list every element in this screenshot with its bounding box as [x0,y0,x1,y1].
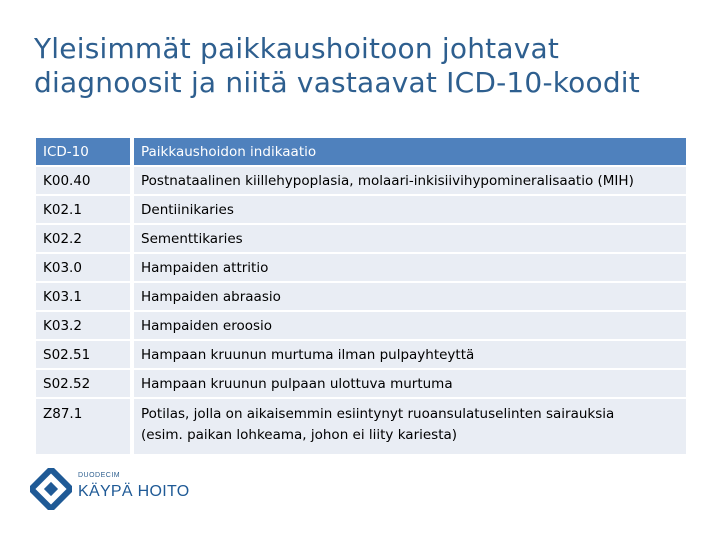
table-row [36,196,686,223]
header-icd-code: ICD-10 [36,138,134,165]
title-line-1: Yleisimmät paikkaushoitoon johtavat [34,32,560,65]
icd-code-cell: K02.1 [36,196,134,223]
icd-code-cell: K02.2 [36,225,134,252]
logo-small-text: DUODECIM [78,472,121,479]
table-row [36,283,686,310]
kaypa-hoito-logo [30,464,190,514]
table-row [36,312,686,339]
diamond-logo-icon [30,468,72,510]
indication-line-1: Potilas, jolla on aikaisemmin esiintynyt ruoansulatuselinten sairauksia [141,406,615,422]
icd-code-cell: S02.51 [36,341,134,368]
logo-big-text: KÄYPÄ HOITO [78,483,190,500]
table-row [36,370,686,397]
indication-line-2: (esim. paikan lohkeama, johon ei liity kariesta) [141,427,458,443]
icd-code-cell: K00.40 [36,167,134,194]
table-header-row [36,138,686,165]
indication-cell [134,399,686,454]
table-row [36,341,686,368]
table-row [36,225,686,252]
slide-title [34,32,694,100]
icd-code-cell: S02.52 [36,370,134,397]
table-row [36,167,686,194]
table-row [36,399,686,454]
icd-code-cell: K03.1 [36,283,134,310]
icd-code-cell: K03.2 [36,312,134,339]
header-indication: Paikkaushoidon indikaatio [134,138,686,165]
indication-cell: Hampaan kruunun murtuma ilman pulpayhteyttä [134,341,686,368]
indication-cell: Postnataalinen kiillehypoplasia, molaari-inkisiivihypomineralisaatio (MIH) [134,167,686,194]
indication-cell: Hampaiden abraasio [134,283,686,310]
indication-cell: Hampaiden eroosio [134,312,686,339]
indication-cell: Hampaan kruunun pulpaan ulottuva murtuma [134,370,686,397]
title-line-2: diagnoosit ja niitä vastaavat ICD-10-koodit [34,66,640,99]
icd-code-cell: K03.0 [36,254,134,281]
indication-cell: Sementtikaries [134,225,686,252]
indication-cell: Dentiinikaries [134,196,686,223]
icd-table [36,136,686,456]
icd-code-cell: Z87.1 [36,399,134,454]
table-row [36,254,686,281]
indication-cell: Hampaiden attritio [134,254,686,281]
